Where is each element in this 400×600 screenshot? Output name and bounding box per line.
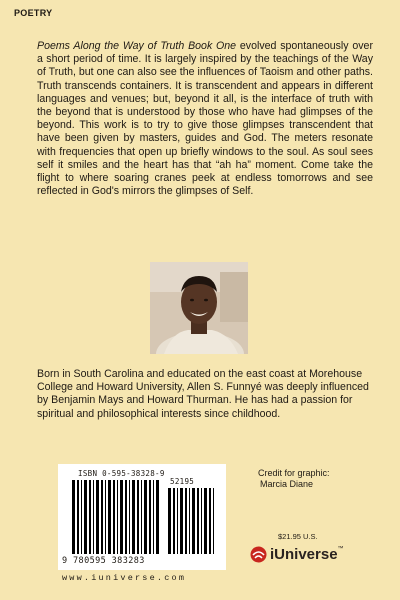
credit-label: Credit for graphic: <box>258 468 330 478</box>
category-label: POETRY <box>14 8 53 18</box>
description-text: evolved spontaneously over a short period of time. It is largely inspired by the teachings of the Way of Truth, but one can also see the influences of Taoism and other paths. Truth transcends containers. It is transcendent and appears in different languages and venues; but, beyond it all, is the interface of truth with the beyond that is understood by those who have had glimpses of the beyond. This work is to try to give those glimpses transcendent that have been given by masters, guides and God. The meters resonate with frequencies that open up briefly windows to the soul. As soul sees self it smiles and the heart has that “ah ha” moment. Come take the flight to where soaring cranes peek at endless tomorrows and see reflected in God's mirrors the glimpses of Self. <box>37 40 373 198</box>
ean-number: 9 780595 383283 <box>62 556 145 566</box>
credit-name: Marcia Diane <box>260 479 314 489</box>
graphic-credit <box>258 468 358 490</box>
author-photo <box>150 262 248 354</box>
isbn-number: ISBN 0-595-38328-9 <box>78 469 165 478</box>
publisher-logo <box>250 546 344 563</box>
book-description <box>37 40 373 198</box>
isbn-barcode <box>58 464 226 570</box>
author-bio: Born in South Carolina and educated on the east coast at Morehouse College and Howard University, Allen S. Funnyé was deeply influenced by Benjamin Mays and Howard Thurman. He has had a passion for spiritual and philosophical interests since childhood. <box>37 368 369 420</box>
publisher-website: www.iuniverse.com <box>62 573 187 583</box>
publisher-name: iUniverse™ <box>270 546 344 563</box>
cover-price: $21.95 U.S. <box>278 532 318 541</box>
iuniverse-logo-icon <box>250 546 267 563</box>
book-title: Poems Along the Way of Truth Book One <box>37 40 237 52</box>
price-code: 52195 <box>170 477 195 486</box>
